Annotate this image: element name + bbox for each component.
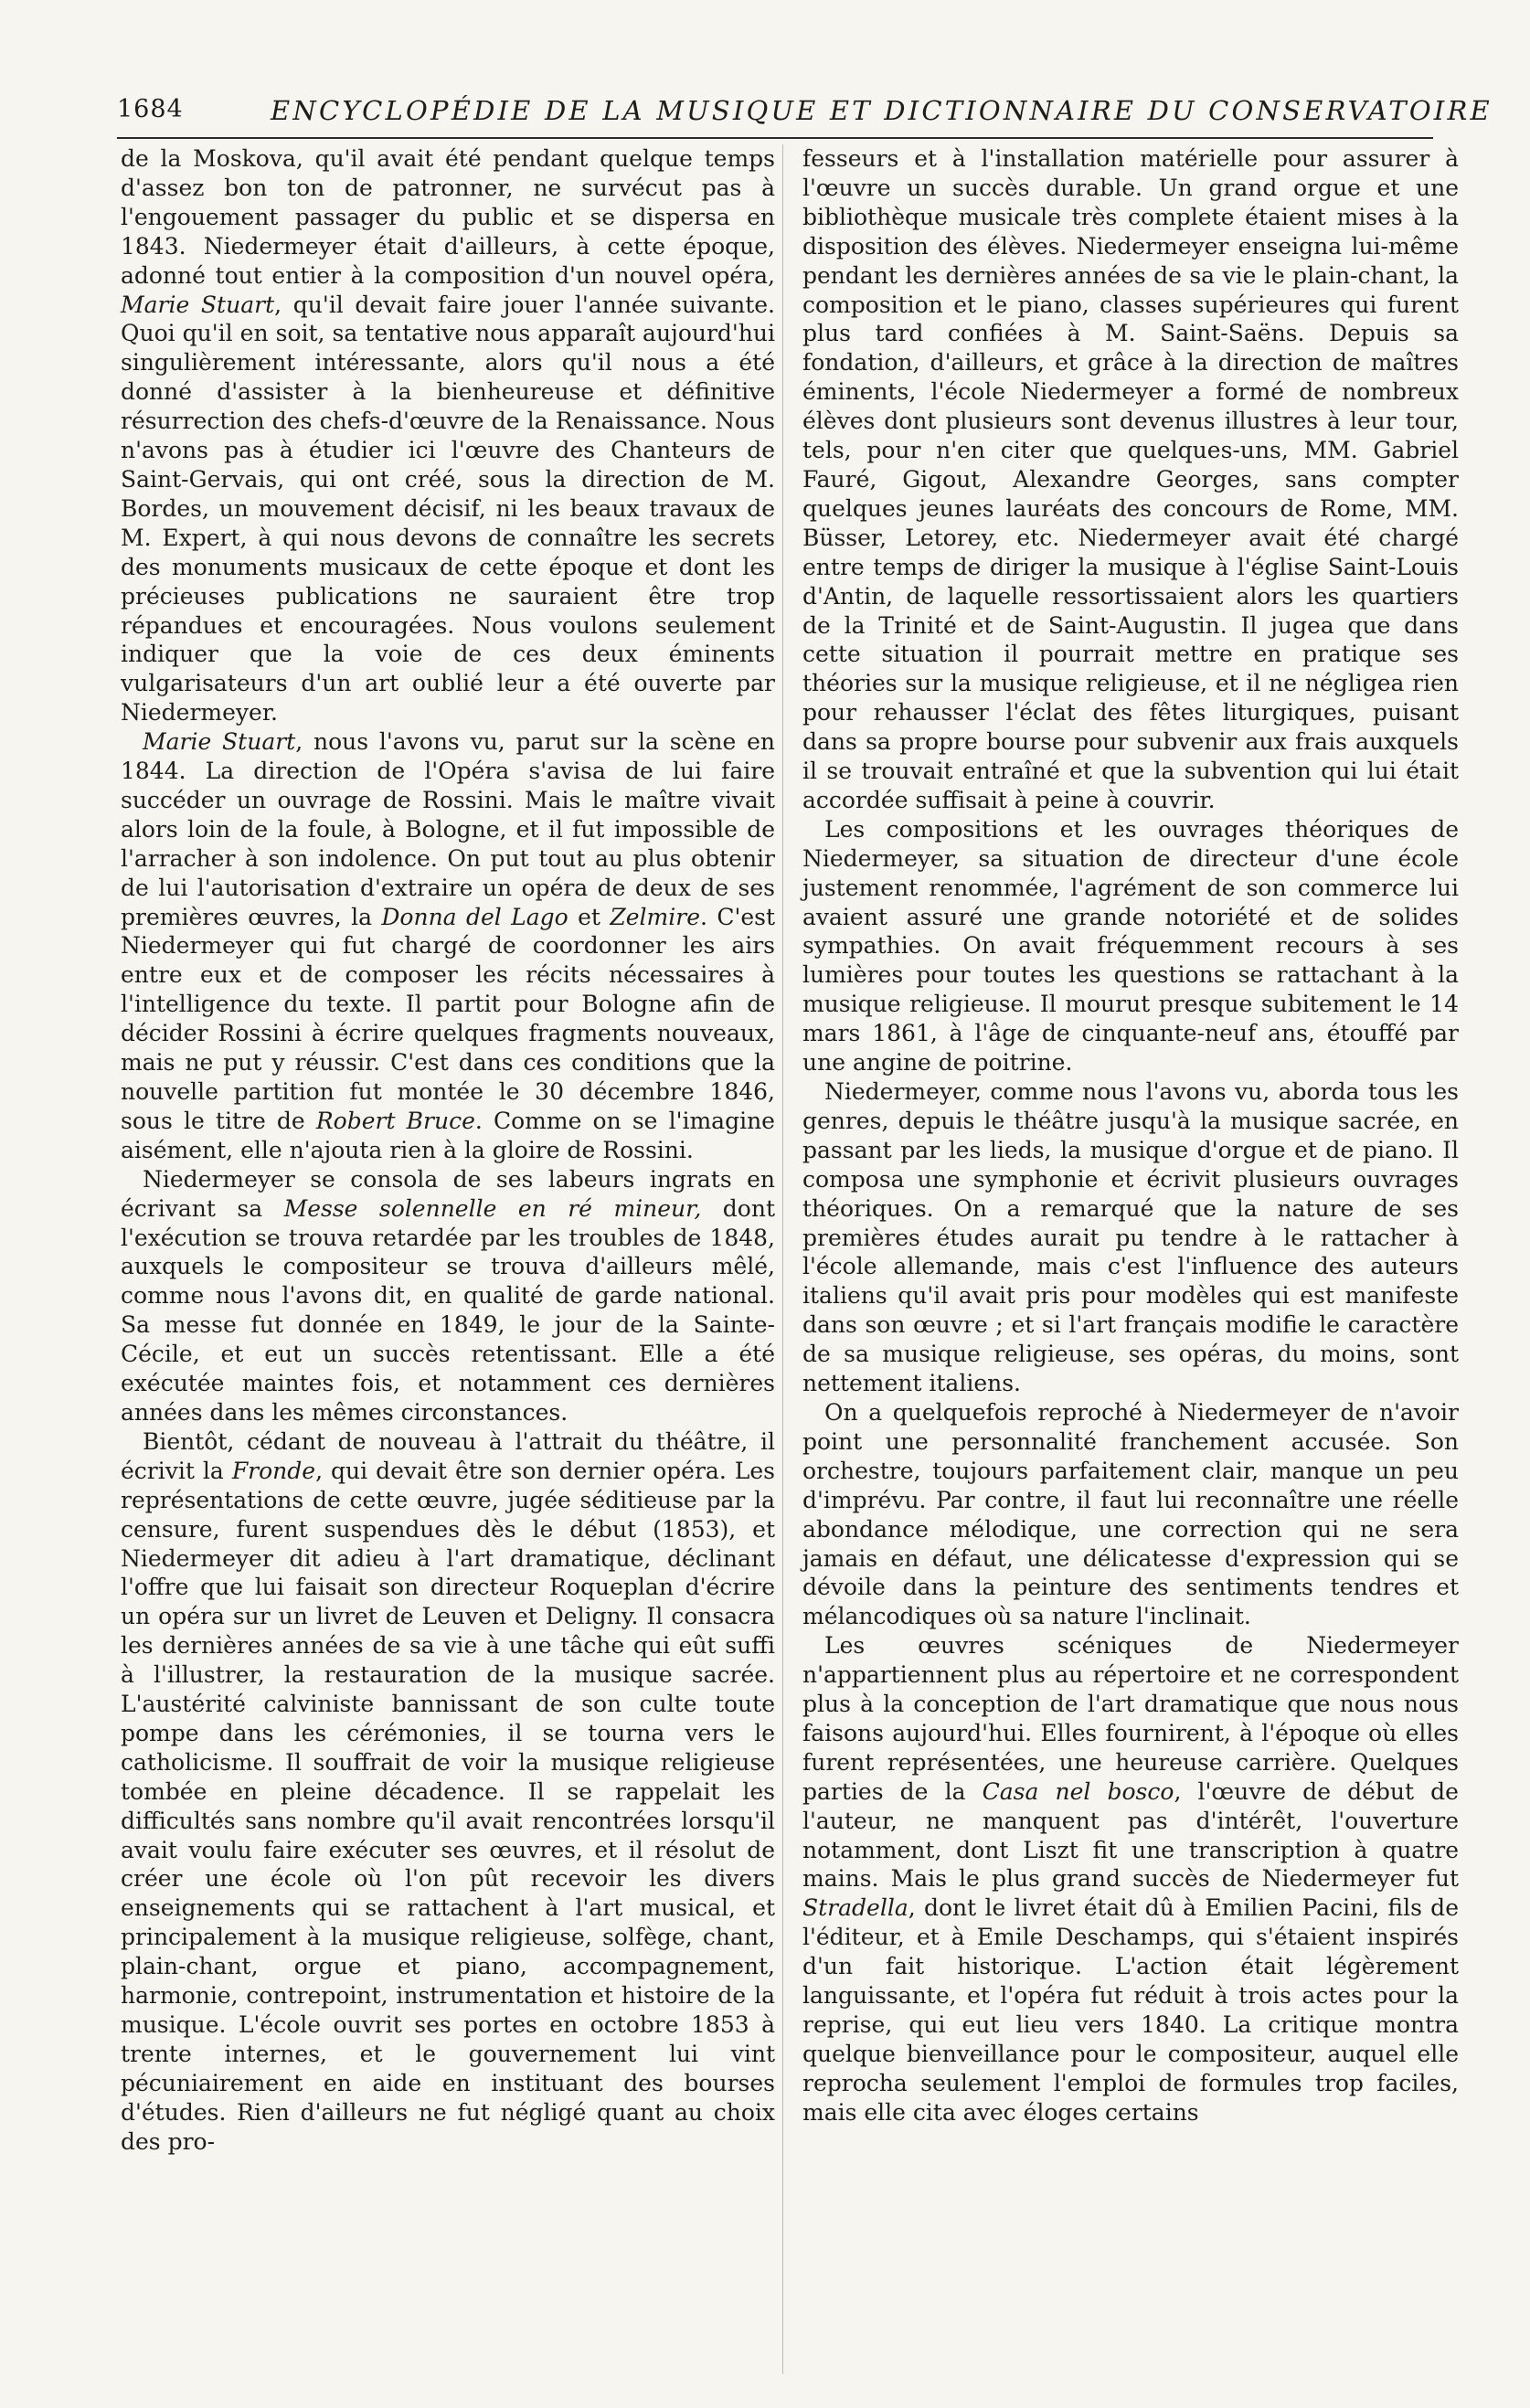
right-column — [802, 144, 1459, 2127]
left-column — [121, 144, 775, 2157]
paragraph: de la Moskova, qu'il avait été pendant quelque temps d'assez bon ton de patronner, ne survécut pas à l'engouement passager du public et se dispersa en 1843. Niedermeyer était d'ailleurs, à cette époque, adonné tout entier à la composition d'un nouvel opéra, Marie Stuart, qu'il devait faire jouer l'année suivante. Quoi qu'il en soit, sa tentative nous apparaît aujourd'hui singulièrement intéressante, alors qu'il nous a été donné d'assister à la bienheureuse et définitive résurrection des chefs-d'œuvre de la Renaissance. Nous n'avons pas à étudier ici l'œuvre des Chanteurs de Saint-Gervais, qui ont créé, sous la direction de M. Bordes, un mouvement décisif, ni les beaux travaux de M. Expert, à qui nous devons de connaître les secrets des monuments musicaux de cette époque et dont les précieuses publications ne sauraient être trop répandues et encouragées. Nous voulons seulement indiquer que la voie de ces deux éminents vulgarisateurs d'un art oublié leur a été ouverte par Niedermeyer. — [121, 145, 776, 727]
paragraph: On a quelquefois reproché à Niedermeyer de n'avoir point une personnalité franchement accusée. Son orchestre, toujours parfaitement clair, manque un peu d'imprévu. Par contre, il faut lui reconnaître une réelle abondance mélodique, une correction qui ne sera jamais en défaut, une délicatesse d'expression qui se dévoile dans la peinture des sentiments tendres et mélancodiques où sa nature l'inclinait. — [802, 1398, 1459, 1630]
paragraph: Bientôt, cédant de nouveau à l'attrait du théâtre, il écrivit la Fronde, qui devait être son dernier opéra. Les représentations de cette œuvre, jugée séditieuse par la censure, furent suspendues dès le début (1853), et Niedermeyer dit adieu à l'art dramatique, déclinant l'offre que lui faisait son directeur Roqueplan d'écrire un opéra sur un livret de Leuven et Deligny. Il consacra les dernières années de sa vie à une tâche qui eût suffi à l'illustrer, la restauration de la musique sacrée. L'austérité calviniste bannissant de son culte toute pompe dans les cérémonies, il se tourna vers le catholicisme. Il souffrait de voir la musique religieuse tombée en pleine décadence. Il se rappelait les difficultés sans nombre qu'il avait rencontrées lorsqu'il avait voulu faire exécuter ses œuvres, et il résolut de créer une école où l'on pût recevoir les divers enseignements qui se rattachent à l'art musical, et principalement à la musique religieuse, solfège, chant, plain-chant, orgue et piano, accompagnement, harmonie, contrepoint, instrumentation et histoire de la musique. L'école ouvrit ses portes en octobre 1853 à trente internes, et le gouvernement lui vint pécuniairement en aide en instituant des bourses d'études. Rien d'ailleurs ne fut négligé quant au choix des pro- — [121, 1427, 775, 2155]
page-number: 1684 — [117, 95, 184, 123]
header-rule — [117, 137, 1433, 139]
paragraph: Niedermeyer, comme nous l'avons vu, aborda tous les genres, depuis le théâtre jusqu'à la musique sacrée, en passant par les lieds, la musique d'orgue et de piano. Il composa une symphonie et écrivit plusieurs ouvrages théoriques. On a remarqué que la nature de ses premières études aurait pu tendre à le rattacher à l'école allemande, mais c'est l'influence des auteurs italiens qu'il avait pris pour modèles qui est manifeste dans son œuvre ; et si l'art français modifie le caractère de sa musique religieuse, ses opéras, du moins, sont nettement italiens. — [802, 1078, 1459, 1397]
paragraph: Les œuvres scéniques de Niedermeyer n'appartiennent plus au répertoire et ne correspondent plus à la conception de l'art dramatique que nous nous faisons aujourd'hui. Elles fournirent, à l'époque où elles furent représentées, une heureuse carrière. Quelques parties de la Casa nel bosco, l'œuvre de début de l'auteur, ne manquent pas d'intérêt, l'ouverture notamment, dont Liszt fit une transcription à quatre mains. Mais le plus grand succès de Niedermeyer fut Stradella, dont le livret était dû à Emilien Pacini, fils de l'éditeur, et à Emile Deschamps, qui s'étaient inspirés d'un fait historique. L'action était légèrement languissante, et l'opéra fut réduit à trois actes pour la reprise, qui eut lieu vers 1840. La critique montra quelque bienveillance pour le compositeur, auquel elle reprocha seulement l'emploi de formules trop faciles, mais elle cita avec éloges certains — [802, 1632, 1459, 2126]
page-header — [117, 95, 1493, 135]
paragraph: Les compositions et les ouvrages théoriques de Niedermeyer, sa situation de directeur d'une école justement renommée, l'agrément de son commerce lui avaient assuré une grande notoriété et de solides sympathies. On avait fréquemment recours à ses lumières pour toutes les questions se rattachant à la musique religieuse. Il mourut presque subitement le 14 mars 1861, à l'âge de cinquante-neuf ans, étouffé par une angine de poitrine. — [802, 815, 1459, 1077]
paragraph: Niedermeyer se consola de ses labeurs ingrats en écrivant sa Messe solennelle en ré mineur, dont l'exécution se trouva retardée par les troubles de 1848, auxquels le compositeur se trouva d'ailleurs mêlé, comme nous l'avons dit, en qualité de garde national. Sa messe fut donnée en 1849, le jour de la Sainte-Cécile, et eut un succès retentissant. Elle a été exécutée maintes fois, et notamment ces dernières années dans les mêmes circonstances. — [121, 1165, 775, 1426]
paragraph: Marie Stuart, nous l'avons vu, parut sur la scène en 1844. La direction de l'Opéra s'avisa de lui faire succéder un ouvrage de Rossini. Mais le maître vivait alors loin de la foule, à Bologne, et il fut impossible de l'arracher à son indolence. On put tout au plus obtenir de lui l'autorisation d'extraire un opéra de deux de ses premières œuvres, la Donna del Lago et Zelmire. C'est Niedermeyer qui fut chargé de coordonner les airs entre eux et de composer les récits nécessaires à l'intelligence du texte. Il partit pour Bologne afin de décider Rossini à écrire quelques fragments nouveaux, mais ne put y réussir. C'est dans ces conditions que la nouvelle partition fut montée le 30 décembre 1846, sous le titre de Robert Bruce. Comme on se l'imagine aisément, elle n'ajouta rien à la gloire de Rossini. — [121, 728, 775, 1163]
paragraph: fesseurs et à l'installation matérielle pour assurer à l'œuvre un succès durable. Un grand orgue et une bibliothèque musicale très complete étaient mises à la disposition des élèves. Niedermeyer enseigna lui-même pendant les dernières années de sa vie le plain-chant, la composition et le piano, classes supérieures qui furent plus tard confiées à M. Saint-Saëns. Depuis sa fondation, d'ailleurs, et grâce à la direction de maîtres éminents, l'école Niedermeyer a formé de nombreux élèves dont plusieurs sont devenus illustres à leur tour, tels, pour n'en citer que quelques-uns, MM. Gabriel Fauré, Gigout, Alexandre Georges, sans compter quelques jeunes lauréats des concours de Rome, MM. Büsser, Letorey, etc. Niedermeyer avait été chargé entre temps de diriger la musique à l'église Saint-Louis d'Antin, de laquelle ressortissaient alors les quartiers de la Trinité et de Saint-Augustin. Il jugea que dans cette situation il pourrait mettre en pratique ses théories sur la musique religieuse, et il ne négligea rien pour rehausser l'éclat des fêtes liturgiques, puisant dans sa propre bourse pour subvenir aux frais auxquels il se trouvait entraîné et que la subvention qui lui était accordée suffisait à peine à couvrir. — [802, 145, 1459, 813]
column-divider — [782, 144, 783, 2374]
running-title: ENCYCLOPÉDIE DE LA MUSIQUE ET DICTIONNAIRE DU CONSERVATOIRE — [271, 95, 1493, 126]
